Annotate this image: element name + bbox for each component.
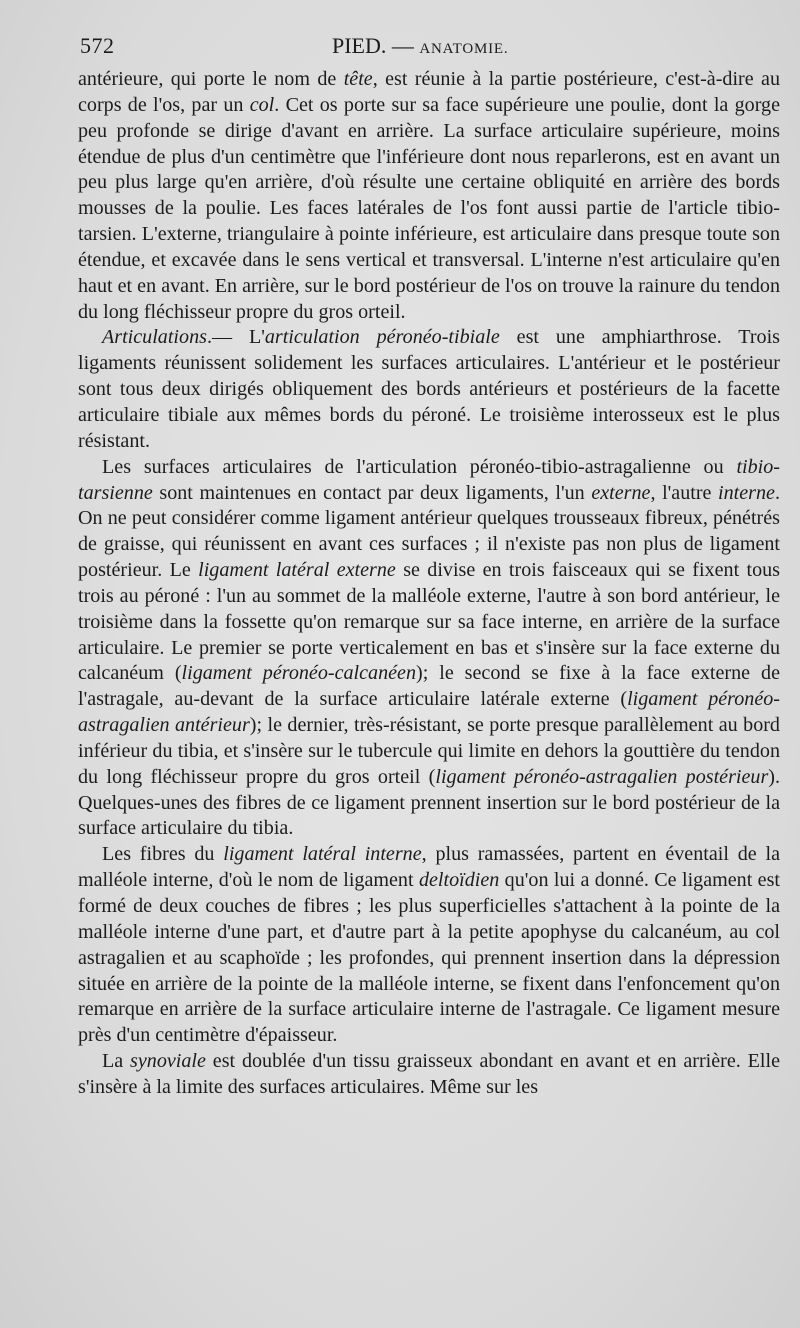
italic-term: articulation péronéo-tibiale — [264, 326, 500, 349]
body-text — [78, 67, 780, 1101]
italic-term: ligament latéral externe — [198, 559, 396, 582]
running-head-section: ANATOMIE. — [419, 41, 509, 57]
text-run: se divise en trois faisceaux qui se fixent tous trois au péroné : l'un au sommet de la malléole externe, l'autre à son bord antérieur, le troisième dans la fossette qu'on remarque sur sa face interne, en arrière de la surface articulaire. Le premier se porte verticalement en bas et s'insère sur la face externe du calcanéum ( — [78, 559, 781, 685]
text-run: antérieure, qui porte le nom de — [78, 68, 344, 90]
running-head — [332, 33, 508, 59]
text-run: . Cet os porte sur sa face supérieure une poulie, dont la gorge peu profonde se dirige d'avant en arrière. La surface articulaire supérieure, moins étendue de plus d'un centimètre que l'inférieure dont nous reparlerons, est en avant un peu plus large qu'en arrière, d'où résulte une certaine obliquité en arrière des bords mousses de la poulie. Les faces latérales de l'os font aussi partie de l'article tibio-tarsien. L'externe, triangulaire à pointe inférieure, est articulaire dans presque toute son étendue, et excavée dans le sens vertical et transversal. L'interne n'est articulaire qu'en haut et en avant. En arrière, sur le bord postérieur de l'os on trouve la rainure du tendon du long fléchisseur propre du gros orteil. — [78, 93, 780, 323]
text-run: Les fibres du — [102, 843, 224, 866]
italic-term: externe — [591, 481, 651, 504]
paragraph — [78, 67, 780, 325]
paragraph — [78, 1049, 780, 1101]
italic-term: ligament latéral interne — [223, 843, 422, 866]
page-header — [80, 33, 780, 63]
italic-term: col — [249, 93, 275, 116]
text-run: sont maintenues en contact par deux ligaments, l'un — [152, 481, 592, 504]
text-run: La — [102, 1050, 131, 1073]
text-run: , plus ramassées, partent en éventail de la malléole interne, d'où le nom de ligament — [78, 843, 780, 892]
italic-term: tête — [343, 68, 373, 90]
page-number: 572 — [80, 33, 115, 58]
paragraph — [78, 842, 780, 1049]
italic-term: deltoïdien — [418, 869, 500, 892]
italic-term: ligament péronéo-astragalien postérieur — [435, 765, 769, 788]
italic-term: synoviale — [130, 1050, 206, 1073]
text-run: est doublée d'un tissu graisseux abondant en avant et en arrière. Elle s'insère à la limite des surfaces articulaires. Même sur les — [78, 1050, 780, 1098]
italic-term: interne — [718, 481, 775, 504]
italic-term: tibio-tarsienne — [78, 455, 780, 504]
text-run: ); le second se fixe à la face externe de l'astragale, au-devant de la surface articulaire latérale externe ( — [78, 662, 780, 711]
text-run: . On ne peut considérer comme ligament antérieur quelques trousseaux fibreux, pénétrés de graisse, qui réunissent en avant ces surfaces ; il n'existe pas non plus de ligament postérieur. Le — [78, 481, 780, 582]
text-run: , l'autre — [650, 481, 719, 504]
text-run: ); le dernier, très-résistant, se porte presque parallèlement au bord inférieur du tibia, et s'insère sur le tubercule qui limite en dehors la gouttière du tendon du long fléchisseur propre du gros orteil ( — [78, 714, 780, 788]
text-run: .— L' — [206, 326, 265, 349]
text-run: est une amphiarthrose. Trois ligaments réunissent solidement les surfaces articulaires. L'antérieur et le postérieur sont tous deux dirigés obliquement des bords antérieurs et postérieurs de la facette articulaire tibiale aux mêmes bords du péroné. Le troisième interosseux est le plus résistant. — [78, 326, 780, 452]
text-run: qu'on lui a donné. Ce ligament est formé de deux couches de fibres ; les plus superficielles s'attachent à la pointe de la malléole interne d'une part, et d'autre part à la petite apophyse du calcanéum, au col astragalien et au scaphoïde ; les profondes, qui prennent insertion dans la dépression située en arrière de la pointe de la malléole interne, se fixent dans l'enfoncement qu'on remarque en arrière de la surface articulaire interne de l'astragale. Ce ligament mesure près d'un centimètre d'épaisseur. — [78, 869, 780, 1047]
running-head-dash: — — [386, 33, 420, 58]
text-run: Les surfaces articulaires de l'articulation péronéo-tibio-astragalienne ou — [102, 455, 737, 478]
italic-term: ligament péronéo-calcanéen — [181, 662, 417, 685]
paragraph — [78, 325, 780, 454]
text-run: ). Quelques-unes des fibres de ce ligament prennent insertion sur le bord postérieur de la surface articulaire du tibia. — [78, 765, 780, 840]
text-run: , est réunie à la partie postérieure, c'est-à-dire au corps de l'os, par un — [78, 68, 780, 116]
running-head-title: PIED. — [332, 33, 387, 58]
paragraph — [78, 455, 780, 843]
italic-term: ligament péronéo-astragalien antérieur — [78, 688, 780, 737]
italic-term: Articulations — [102, 326, 207, 349]
